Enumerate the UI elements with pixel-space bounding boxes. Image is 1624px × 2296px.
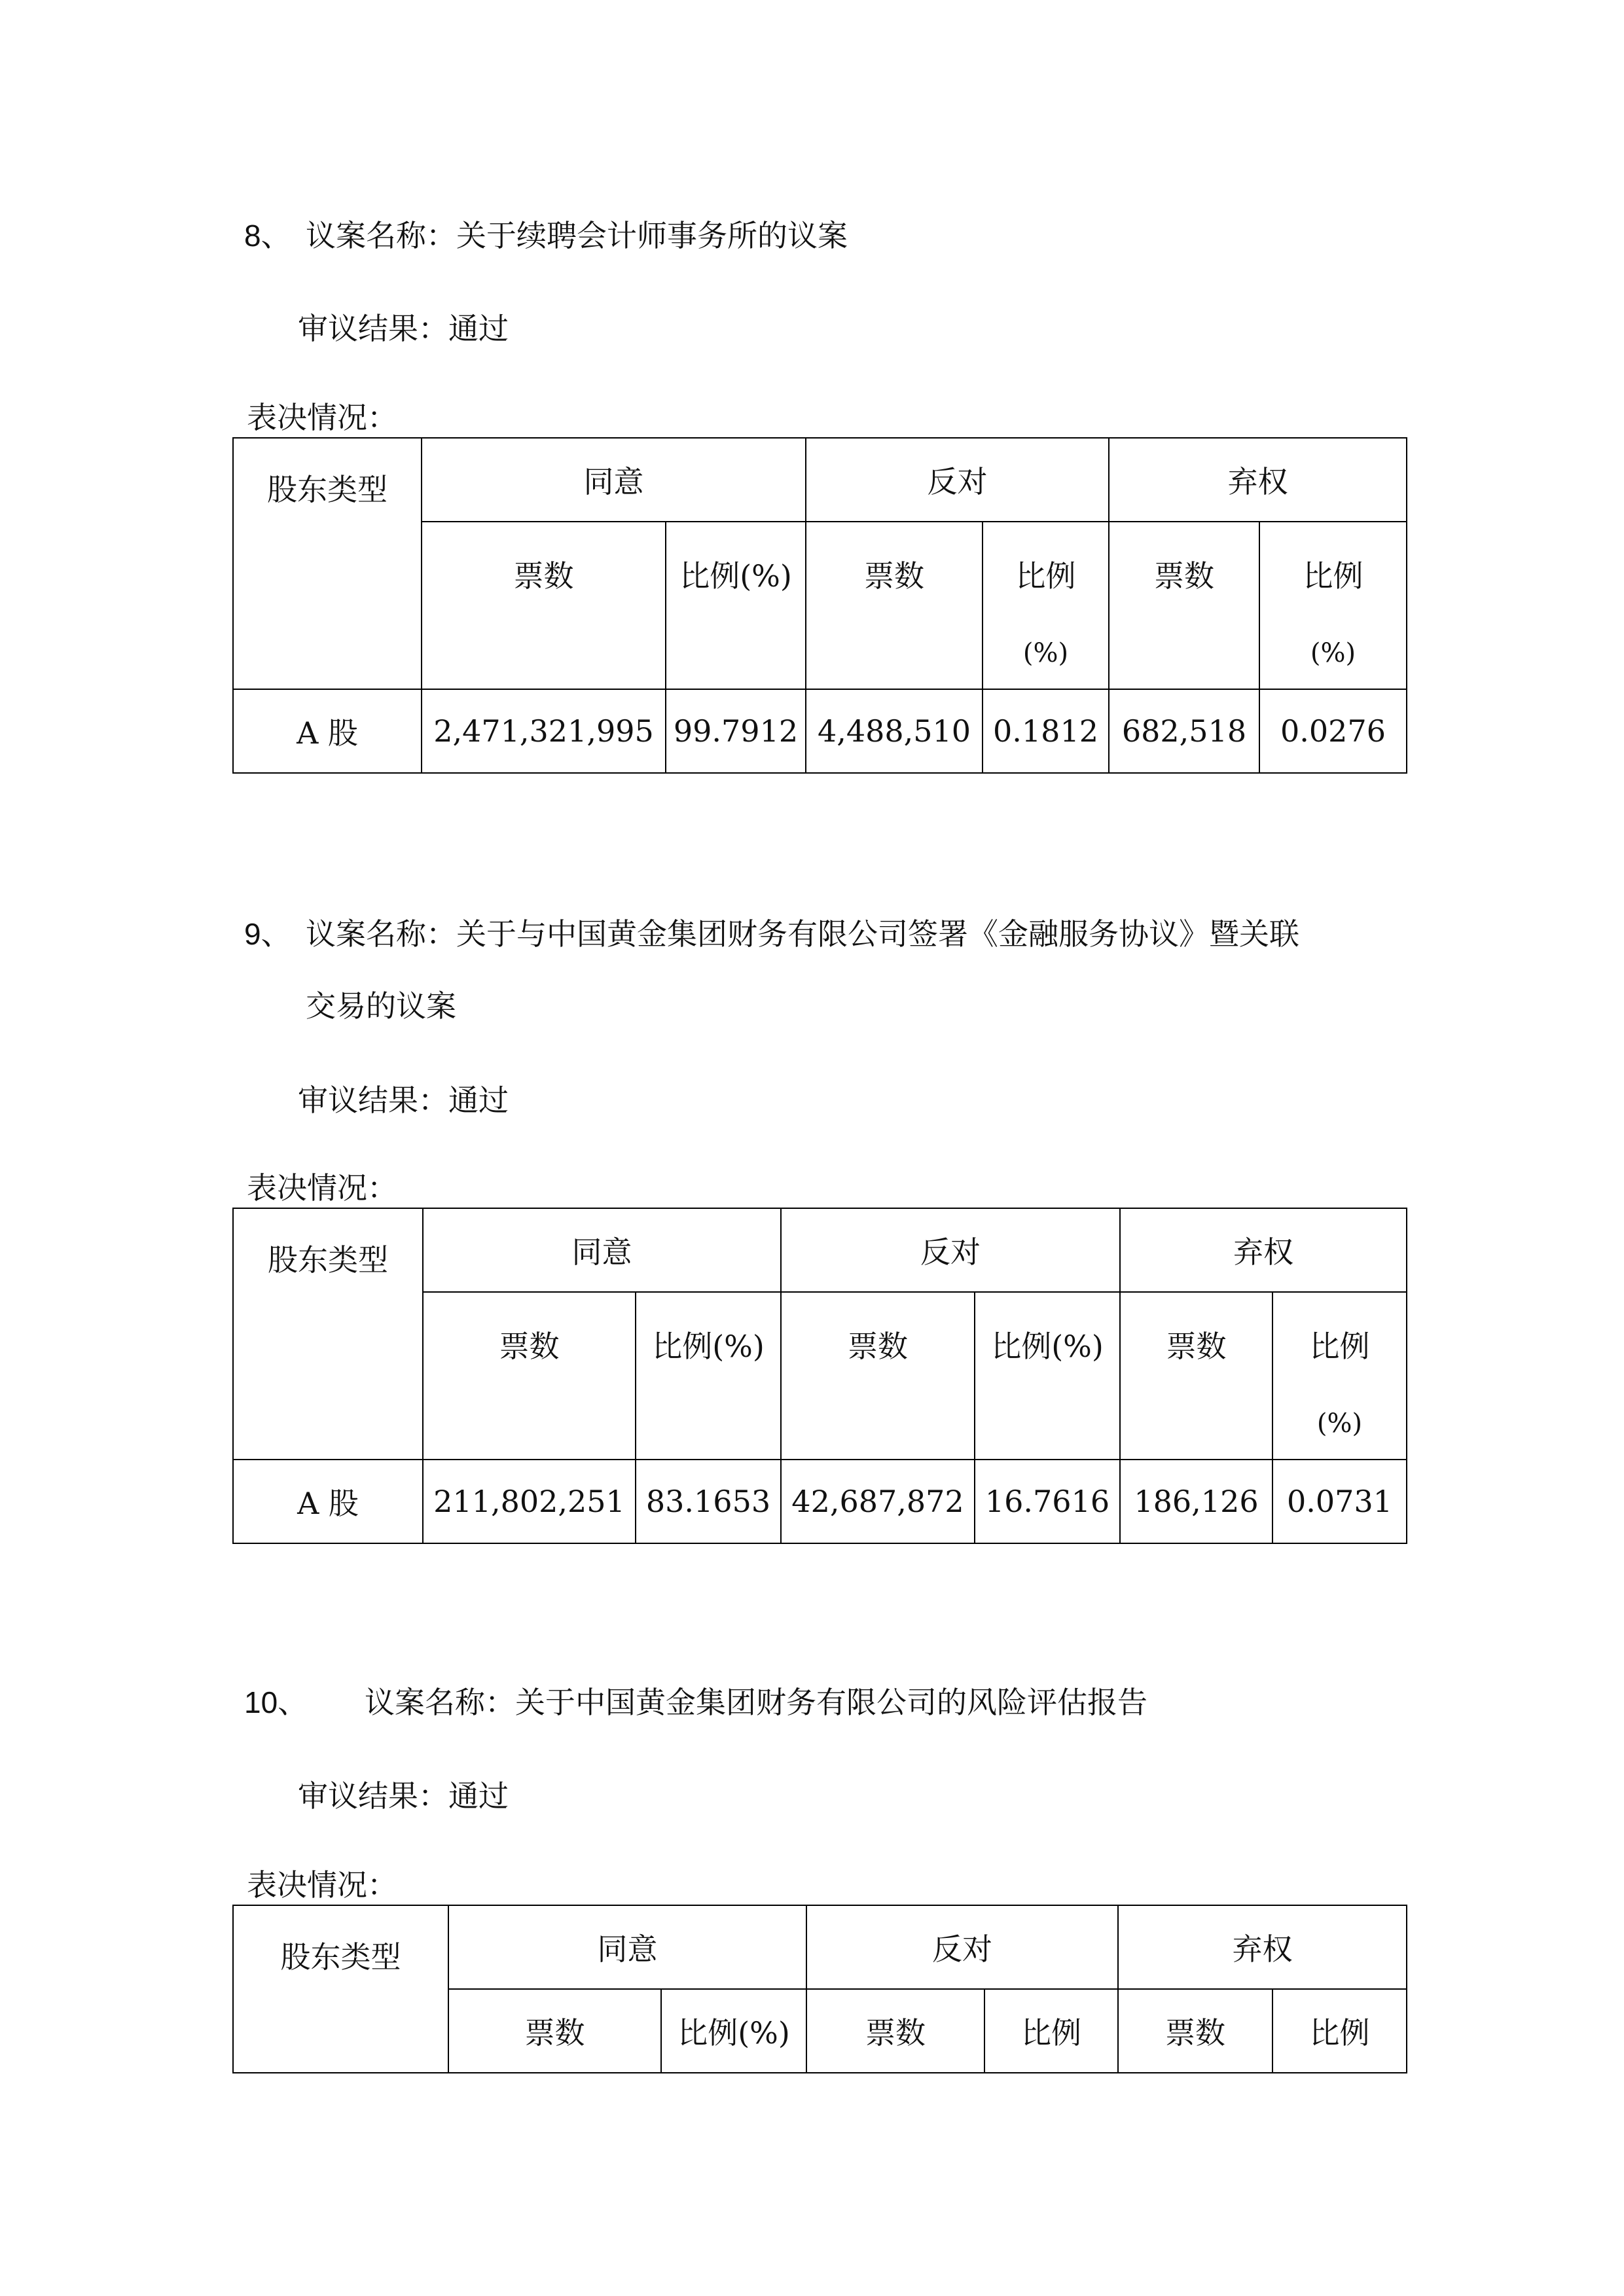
section-8-vote-label: 表决情况：: [247, 400, 397, 435]
cell-against-votes: 42,687,872: [781, 1460, 975, 1543]
header-shareholder-type: 股东类型: [233, 1208, 423, 1460]
subheader-ratio: 比例 (%): [1272, 1292, 1407, 1460]
table-row: [233, 1460, 1407, 1543]
subheader-votes: 票数: [1120, 1292, 1272, 1460]
cell-type: A 股: [233, 689, 422, 773]
cell-against-ratio: 16.7616: [975, 1460, 1120, 1543]
subheader-votes: 票数: [422, 522, 666, 689]
subheader-votes: 票数: [1118, 1989, 1272, 2073]
header-against: 反对: [781, 1208, 1120, 1292]
section-9-result: 审议结果：通过: [298, 1083, 509, 1118]
subheader-ratio: 比例(%): [661, 1989, 806, 2073]
section-9-title-line2: 交易的议案: [306, 988, 456, 1024]
header-agree: 同意: [422, 438, 806, 522]
cell-agree-votes: 2,471,321,995: [422, 689, 666, 773]
subheader-votes: 票数: [1109, 522, 1259, 689]
header-abstain: 弃权: [1109, 438, 1407, 522]
subheader-votes: 票数: [448, 1989, 661, 2073]
section-10-vote-table: [232, 1905, 1407, 2073]
cell-agree-votes: 211,802,251: [423, 1460, 636, 1543]
subheader-votes: 票数: [781, 1292, 975, 1460]
section-10-result: 审议结果：通过: [298, 1778, 509, 1814]
cell-agree-ratio: 83.1653: [636, 1460, 781, 1543]
cell-type: A 股: [233, 1460, 423, 1543]
header-agree: 同意: [423, 1208, 781, 1292]
cell-against-votes: 4,488,510: [806, 689, 983, 773]
subheader-ratio: 比例: [984, 1989, 1118, 2073]
section-8-vote-table: [232, 437, 1407, 774]
cell-abstain-ratio: 0.0731: [1272, 1460, 1407, 1543]
cell-against-ratio: 0.1812: [983, 689, 1109, 773]
cell-abstain-votes: 682,518: [1109, 689, 1259, 773]
section-9-vote-label: 表决情况：: [247, 1170, 397, 1206]
header-agree: 同意: [448, 1905, 806, 1989]
section-8-title: 议案名称：关于续聘会计师事务所的议案: [306, 218, 848, 253]
subheader-ratio: 比例(%): [975, 1292, 1120, 1460]
subheader-ratio: 比例 (%): [983, 522, 1109, 689]
section-9-title: 议案名称：关于与中国黄金集团财务有限公司签署《金融服务协议》暨关联: [306, 916, 1299, 952]
subheader-votes: 票数: [806, 1989, 984, 2073]
subheader-ratio: 比例: [1272, 1989, 1407, 2073]
header-against: 反对: [806, 438, 1109, 522]
cell-abstain-votes: 186,126: [1120, 1460, 1272, 1543]
header-abstain: 弃权: [1118, 1905, 1407, 1989]
header-abstain: 弃权: [1120, 1208, 1407, 1292]
section-8-result: 审议结果：通过: [298, 311, 509, 346]
subheader-votes: 票数: [423, 1292, 636, 1460]
header-against: 反对: [806, 1905, 1118, 1989]
section-10-number: 10、: [244, 1685, 308, 1719]
subheader-ratio: 比例(%): [636, 1292, 781, 1460]
section-10-title: 议案名称：关于中国黄金集团财务有限公司的风险评估报告: [365, 1685, 1147, 1720]
header-shareholder-type: 股东类型: [233, 1905, 448, 2073]
cell-abstain-ratio: 0.0276: [1259, 689, 1407, 773]
section-9-vote-table: [232, 1208, 1407, 1544]
table-row: [233, 689, 1407, 773]
subheader-votes: 票数: [806, 522, 983, 689]
header-shareholder-type: 股东类型: [233, 438, 422, 689]
cell-agree-ratio: 99.7912: [666, 689, 806, 773]
subheader-ratio: 比例 (%): [1259, 522, 1407, 689]
section-10-vote-label: 表决情况：: [247, 1867, 397, 1903]
section-9-number: 9、: [244, 917, 291, 951]
subheader-ratio: 比例(%): [666, 522, 806, 689]
section-8-number: 8、: [244, 219, 291, 253]
